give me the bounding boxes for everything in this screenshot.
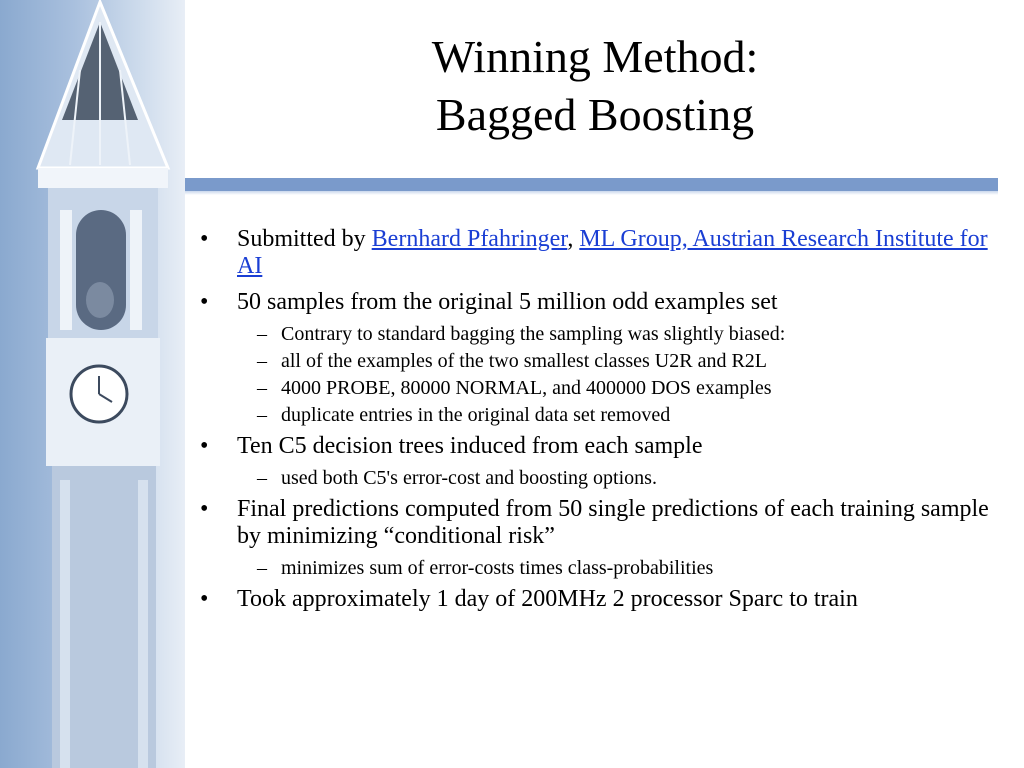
title-line-1: Winning Method: bbox=[431, 31, 759, 82]
bullet-text: Took approximately 1 day of 200MHz 2 processor Sparc to train bbox=[237, 586, 858, 612]
slide-title bbox=[190, 28, 1000, 144]
dash-marker: – bbox=[257, 467, 267, 489]
bullet-text: Ten C5 decision trees induced from each sample bbox=[237, 433, 703, 459]
dash-marker: – bbox=[257, 377, 267, 399]
sub-bullet bbox=[200, 322, 1000, 346]
sub-bullet-text: duplicate entries in the original data set removed bbox=[281, 404, 671, 426]
sub-bullet bbox=[200, 349, 1000, 373]
dash-marker: – bbox=[257, 404, 267, 426]
bullet-text: 50 samples from the original 5 million odd examples set bbox=[237, 289, 778, 315]
slide-body bbox=[200, 226, 1000, 622]
bullet-c5-trees bbox=[200, 433, 1000, 460]
sub-bullet-text: all of the examples of the two smallest classes U2R and R2L bbox=[281, 350, 768, 372]
sub-bullet-text: Contrary to standard bagging the sampling was slightly biased: bbox=[281, 323, 786, 345]
bullet-marker: • bbox=[200, 433, 209, 459]
author-link[interactable]: Bernhard Pfahringer bbox=[371, 226, 568, 252]
title-line-2: Bagged Boosting bbox=[435, 89, 755, 140]
dash-marker: – bbox=[257, 323, 267, 345]
sub-bullet bbox=[200, 466, 1000, 490]
bullet-marker: • bbox=[200, 586, 209, 612]
dash-marker: – bbox=[257, 350, 267, 372]
sub-bullet-text: minimizes sum of error-costs times class-probabilities bbox=[281, 557, 714, 579]
link-separator: , bbox=[567, 226, 580, 252]
bullet-marker: • bbox=[200, 289, 209, 315]
sub-bullet bbox=[200, 403, 1000, 427]
sub-bullet bbox=[200, 556, 1000, 580]
dash-marker: – bbox=[257, 557, 267, 579]
title-divider-shadow bbox=[185, 191, 998, 195]
sub-bullet-text: 4000 PROBE, 80000 NORMAL, and 400000 DOS examples bbox=[281, 377, 772, 399]
bullet-marker: • bbox=[200, 496, 209, 522]
sub-bullet-text: used both C5's error-cost and boosting options. bbox=[281, 467, 657, 489]
submitted-by-label: Submitted by bbox=[237, 226, 372, 252]
bullet-marker: • bbox=[200, 226, 209, 252]
bullet-submitted-by bbox=[200, 226, 1000, 280]
bullet-text: Final predictions computed from 50 single predictions of each training sample by minimizing “conditional risk” bbox=[237, 496, 989, 549]
bullet-training-time bbox=[200, 586, 1000, 613]
clock-tower-image bbox=[0, 0, 185, 768]
title-divider bbox=[185, 178, 998, 191]
sub-bullet bbox=[200, 376, 1000, 400]
institute-link[interactable]: ML Group, Austrian Research Institute for AI bbox=[237, 226, 988, 279]
bullet-final-predictions bbox=[200, 496, 1000, 550]
bullet-samples bbox=[200, 289, 1000, 316]
